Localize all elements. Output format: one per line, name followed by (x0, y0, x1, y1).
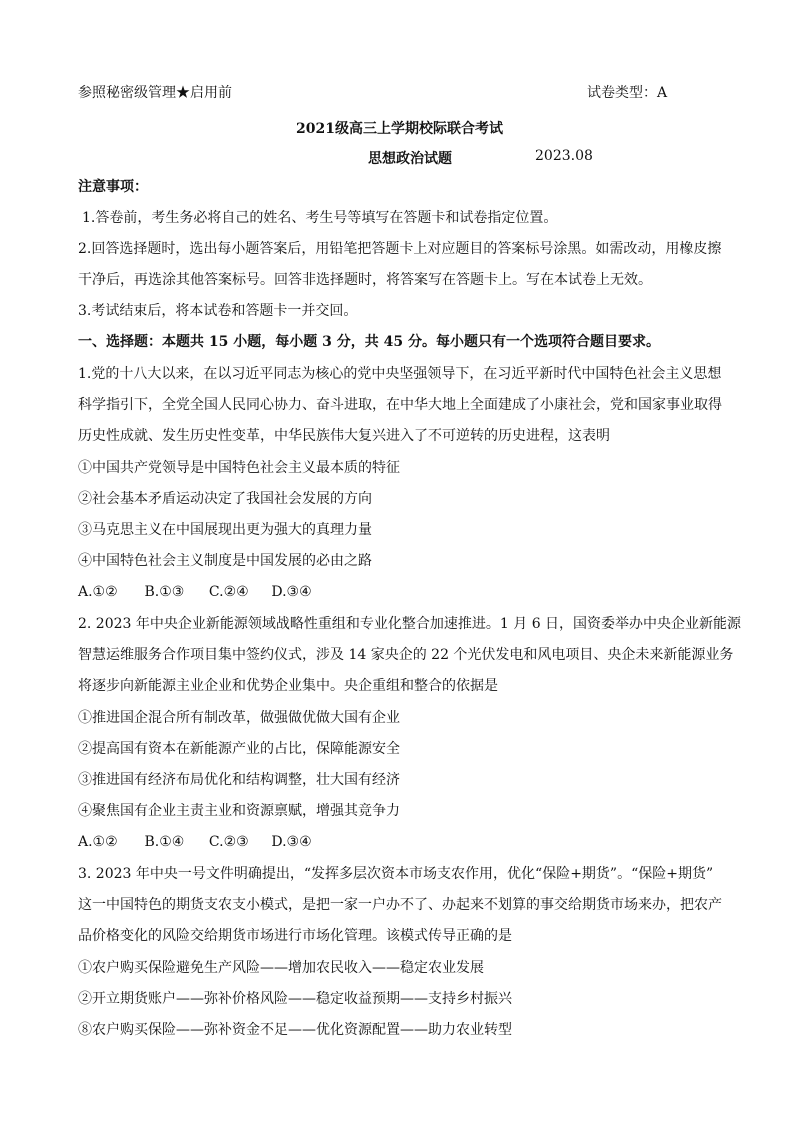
question-3-line: 3. 2023 年中央一号文件明确提出，“发挥多层次资本市场支农作用，优化“保险+期货”。“保险+期货” (78, 866, 714, 882)
notice-item: 1.答卷前，考生务必将自己的姓名、考生号等填写在答题卡和试卷指定位置。 (82, 210, 558, 226)
question-1-line: 科学指引下，全党全国人民同心协力、奋斗进取，在中华大地上全面建成了小康社会，党和国家事业取得 (78, 397, 722, 413)
question-1-options (78, 582, 312, 602)
question-2-item: ①推进国企混合所有制改革，做强做优做大国有企业 (78, 710, 400, 726)
question-1-item: ④中国特色社会主义制度是中国发展的必由之路 (78, 553, 372, 569)
question-2-line: 2. 2023 年中央企业新能源领域战略性重组和专业化整合加速推进。1 月 6 日，国资委举办中央企业新能源 (78, 616, 742, 632)
notice-heading: 注意事项： (78, 179, 148, 195)
question-2-line: 将逐步向新能源主业企业和优势企业集中。央企重组和整合的依据是 (78, 678, 498, 694)
notice-item: 3.考试结束后，将本试卷和答题卡一并交回。 (78, 303, 358, 319)
section-heading: 一、选择题：本题共 15 小题，每小题 3 分，共 45 分。每小题只有一个选项符合题目要求。 (78, 334, 660, 350)
exam-date: 2023.08 (535, 148, 593, 164)
exam-title: 2021级高三上学期校际联合考试 (296, 121, 503, 137)
option-b: B.①③ (144, 584, 185, 600)
question-1-line: 历史性成就、发生历史性变革，中华民族伟大复兴进入了不可逆转的历史进程，这表明 (78, 428, 610, 444)
question-2-item: ④聚焦国有企业主责主业和资源禀赋，增强其竞争力 (78, 803, 400, 819)
question-3-line: 这一中国特色的期货支农支小模式，是把一家一户办不了、办起来不划算的事交给期货市场来办，把农产 (78, 897, 722, 913)
subject-title: 思想政治试题 (368, 151, 452, 167)
question-3-item: ②开立期货账户——弥补价格风险——稳定收益预期——支持乡村振兴 (78, 991, 512, 1007)
option-d: D.③④ (271, 584, 312, 600)
question-2-item: ③推进国有经济布局优化和结构调整，壮大国有经济 (78, 772, 400, 788)
option-c: C.②④ (208, 584, 249, 600)
notice-item: 干净后，再选涂其他答案标号。回答非选择题时，将答案写在答题卡上。写在本试卷上无效。 (78, 272, 652, 288)
question-1-item: ①中国共产党领导是中国特色社会主义最本质的特征 (78, 460, 400, 476)
question-3-line: 品价格变化的风险交给期货市场进行市场化管理。该模式传导正确的是 (78, 928, 512, 944)
notice-item: 2.回答选择题时，选出每小题答案后，用铅笔把答题卡上对应题目的答案标号涂黑。如需改动，用橡皮擦 (78, 241, 722, 257)
paper-type-label: 试卷类型：A (587, 85, 668, 101)
question-1-line: 1.党的十八大以来，在以习近平同志为核心的党中央坚强领导下，在习近平新时代中国特色社会主义思想 (78, 366, 722, 382)
option-c: C.②③ (208, 834, 249, 850)
question-1-item: ②社会基本矛盾运动决定了我国社会发展的方向 (78, 491, 372, 507)
option-a: A.①② (78, 584, 118, 600)
question-1-item: ③马克思主义在中国展现出更为强大的真理力量 (78, 522, 372, 538)
question-2-options (78, 832, 312, 852)
secrecy-label: 参照秘密级管理★启用前 (78, 85, 232, 101)
option-a: A.①② (78, 834, 118, 850)
question-2-item: ②提高国有资本在新能源产业的占比，保障能源安全 (78, 741, 400, 757)
option-b: B.①④ (144, 834, 185, 850)
question-2-line: 智慧运维服务合作项目集中签约仪式，涉及 14 家央企的 22 个光伏发电和风电项目、央企未来新能源业务 (78, 647, 734, 663)
question-3-item: ⑧农户购买保险——弥补资金不足——优化资源配置——助力农业转型 (78, 1022, 512, 1038)
option-d: D.③④ (271, 834, 312, 850)
question-3-item: ①农户购买保险避免生产风险——增加农民收入——稳定农业发展 (78, 960, 484, 976)
